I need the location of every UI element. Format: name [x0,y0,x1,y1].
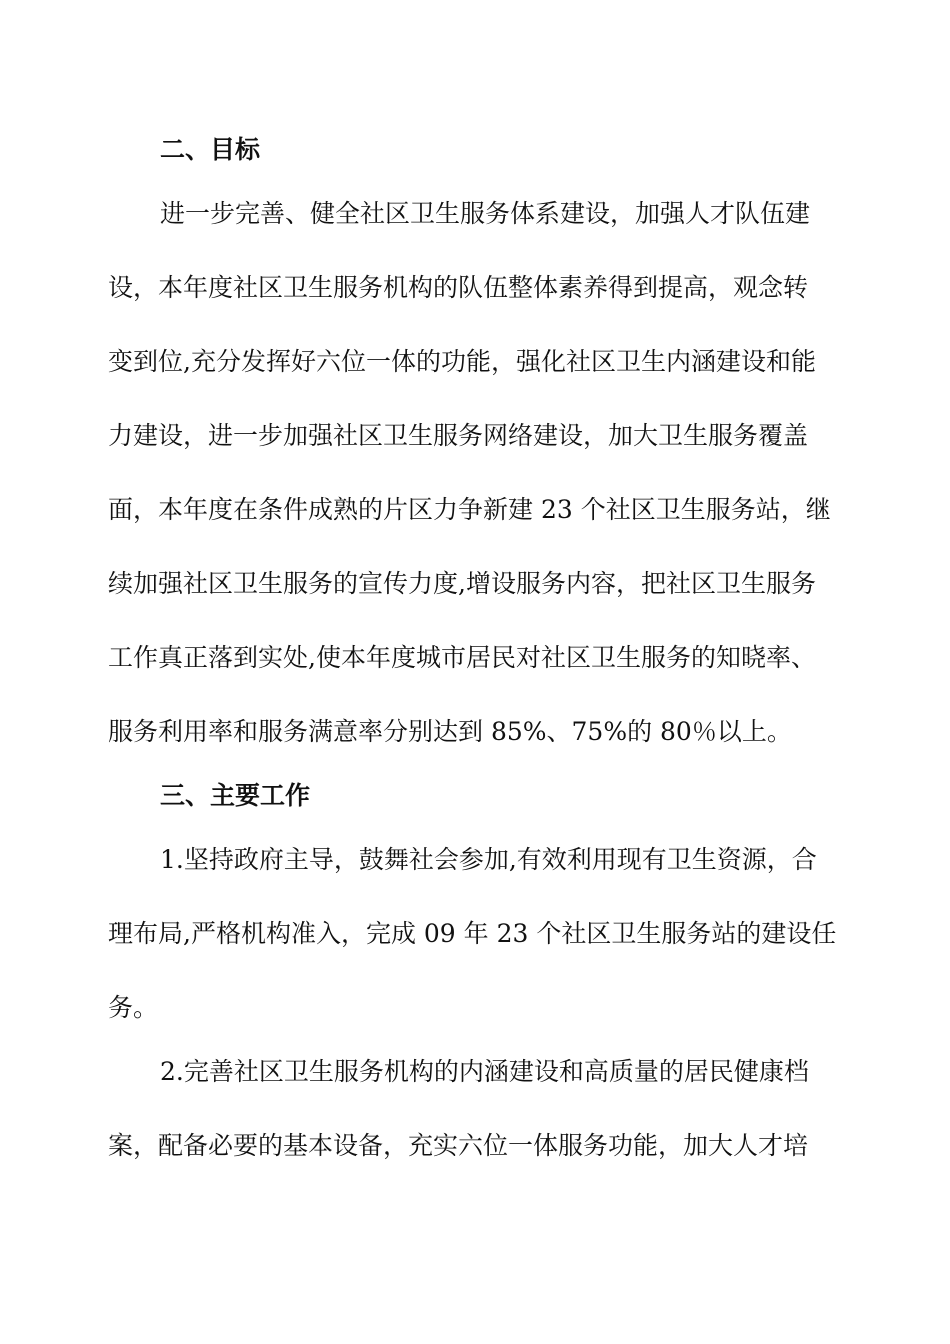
paragraph-line: 服务利用率和服务满意率分别达到 85%、75%的 80％以上。 [108,717,792,746]
paragraph-line: 变到位,充分发挥好六位一体的功能，强化社区卫生内涵建设和能 [108,347,816,376]
paragraph-line: 进一步完善、健全社区卫生服务体系建设，加强人才队伍建 [160,199,811,228]
paragraph-line: 续加强社区卫生服务的宣传力度,增设服务内容，把社区卫生服务 [108,569,816,598]
paragraph-line: 2.完善社区卫生服务机构的内涵建设和高质量的居民健康档 [160,1057,809,1086]
paragraph-line: 1.坚持政府主导，鼓舞社会参加,有效利用现有卫生资源，合 [160,845,817,874]
section-heading-main-work: 三、主要工作 [160,781,311,810]
paragraph-line: 理布局,严格机构准入，完成 09 年 23 个社区卫生服务站的建设任 [108,919,837,948]
paragraph-line: 力建设，进一步加强社区卫生服务网络建设，加大卫生服务覆盖 [108,421,809,450]
paragraph-line: 面，本年度在条件成熟的片区力争新建 23 个社区卫生服务站，继 [108,495,831,524]
section-heading-goals: 二、目标 [160,135,261,164]
paragraph-line: 工作真正落到实处,使本年度城市居民对社区卫生服务的知晓率、 [108,643,816,672]
paragraph-line: 务。 [108,993,159,1022]
paragraph-line: 设，本年度社区卫生服务机构的队伍整体素养得到提高，观念转 [108,273,809,302]
paragraph-line: 案，配备必要的基本设备，充实六位一体服务功能，加大人才培 [108,1131,809,1160]
